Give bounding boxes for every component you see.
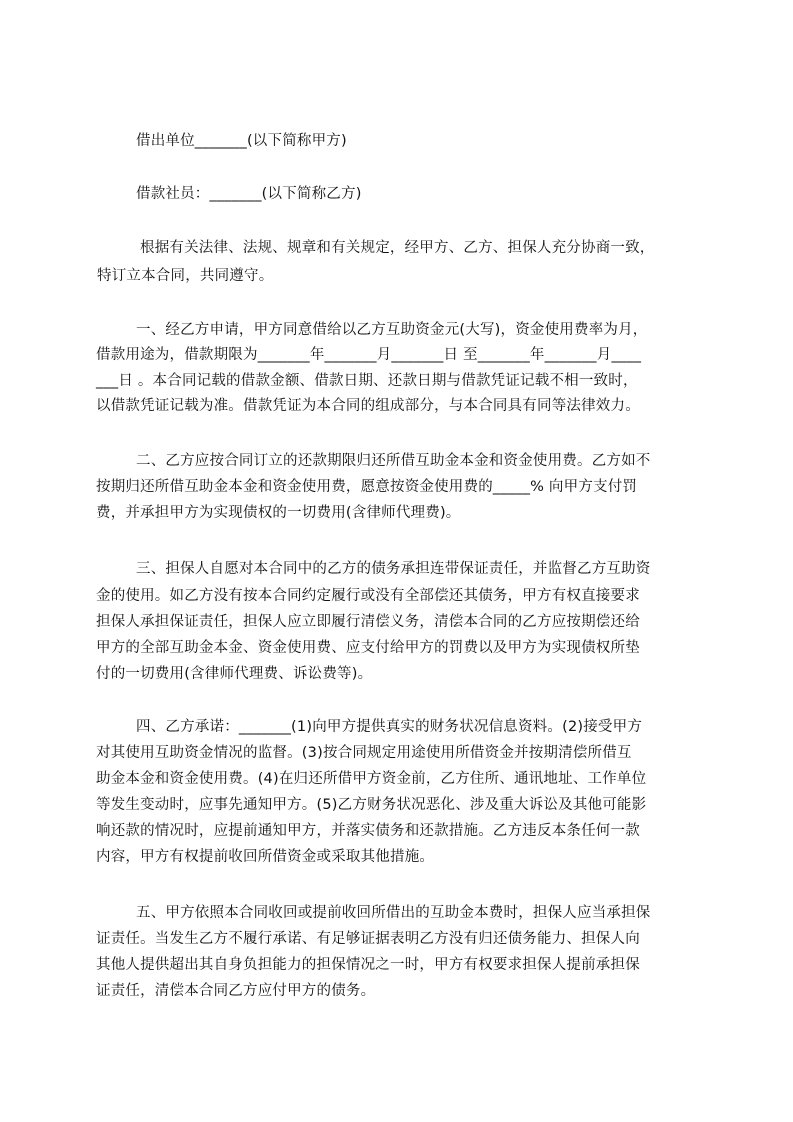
preamble-line: 特订立本合同，共同遵守。 bbox=[97, 268, 274, 284]
clause-1-line: 一、经乙方申请，甲方同意借给以乙方互助资金元(大写)，资金使用费率为月， bbox=[136, 322, 648, 338]
clause-2-line: 二、乙方应按合同订立的还款期限归还所借互助金本金和资金使用费。乙方如不 bbox=[136, 453, 651, 469]
clause-5-line: 其他人提供超出其自身负担能力的担保情况之一时，甲方有权要求担保人提前承担保 bbox=[96, 957, 640, 973]
clause-4-line: 对其使用互助资金情况的监督。(3)按合同规定用途使用所借资金并按期清偿所借互 bbox=[96, 745, 632, 761]
borrower-line: 借款社员：_______(以下简称乙方) bbox=[136, 186, 362, 202]
clause-3-line: 金的使用。如乙方没有按本合同约定履行或没有全部偿还其债务，甲方有权直接要求 bbox=[96, 588, 640, 604]
clause-4-line: 等发生变动时，应事先通知甲方。(5)乙方财务状况恶化、涉及重大诉讼及其他可能影 bbox=[96, 797, 647, 813]
clause-3-line: 甲方的全部互助金本金、资金使用费、应支付给甲方的罚费以及甲方为实现债权所垫 bbox=[96, 640, 640, 656]
clause-2-line: 费，并承担甲方为实现债权的一切费用(含律师代理费)。 bbox=[96, 505, 461, 521]
clause-4-line: 四、乙方承诺：_______(1)向甲方提供真实的财务状况信息资料。(2)接受甲方 bbox=[136, 719, 643, 735]
clause-4-line: 内容，甲方有权提前收回所借资金或采取其他措施。 bbox=[96, 849, 435, 865]
clause-4-line: 助金本金和资金使用费。(4)在归还所借甲方资金前，乙方住所、通讯地址、工作单位 bbox=[96, 771, 647, 787]
preamble-line: 根据有关法律、法规、规章和有关规定，经甲方、乙方、担保人充分协商一致， bbox=[140, 240, 655, 256]
lender-line: 借出单位_______(以下简称甲方) bbox=[136, 133, 347, 149]
clause-5-line: 证责任。当发生乙方不履行承诺、有足够证据表明乙方没有归还债务能力、担保人向 bbox=[96, 931, 640, 947]
clause-3-line: 付的一切费用(含律师代理费、诉讼费等)。 bbox=[96, 666, 373, 682]
clause-5-line: 五、甲方依照本合同收回或提前收回所借出的互助金本费时，担保人应当承担保 bbox=[136, 905, 651, 921]
clause-3-line: 三、担保人自愿对本合同中的乙方的债务承担连带保证责任，并监督乙方互助资 bbox=[136, 561, 651, 577]
clause-5-line: 证责任，清偿本合同乙方应付甲方的债务。 bbox=[96, 983, 376, 999]
clause-1-line: 借款用途为，借款期限为_______年_______月_______日 至_______年_______月____ bbox=[96, 347, 642, 363]
clause-1-line: ___日 。本合同记载的借款金额、借款日期、还款日期与借款凭证记载不相一致时， bbox=[96, 373, 638, 389]
clause-2-line: 按期归还所借互助金本金和资金使用费，愿意按资金使用费的_____% 向甲方支付罚 bbox=[96, 479, 638, 495]
clause-3-line: 担保人承担保证责任，担保人应立即履行清偿义务，清偿本合同的乙方应按期偿还给 bbox=[96, 614, 640, 630]
clause-4-line: 响还款的情况时，应提前通知甲方，并落实债务和还款措施。乙方违反本条任何一款 bbox=[96, 823, 640, 839]
clause-1-line: 以借款凭证记载为准。借款凭证为本合同的组成部分，与本合同具有同等法律效力。 bbox=[96, 398, 640, 414]
